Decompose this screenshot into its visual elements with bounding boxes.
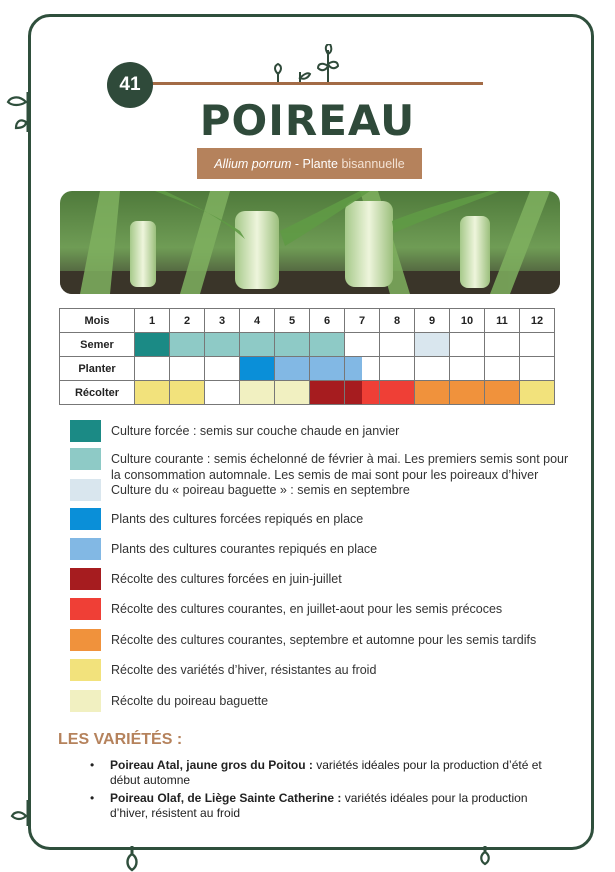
sprout-bottom-right-icon (476, 846, 494, 866)
legend-text: Récolte du poireau baguette (111, 694, 269, 708)
legend-item (70, 568, 571, 590)
calendar-cell (415, 357, 450, 381)
calendar-cell (345, 357, 380, 381)
page-title: POIREAU (199, 96, 416, 145)
calendar-cell (450, 357, 485, 381)
calendar-cell-half (345, 357, 362, 380)
legend-swatch (70, 508, 101, 530)
legend-text: Culture courante : semis échelonné de février à mai. Les premiers semis sont pour la consommation automnale. Les semis de mai sont pour les poireaux d’hiver (111, 452, 569, 482)
calendar-cell (450, 333, 485, 357)
variety-desc: variétés idéales pour la production d’été et début automne (110, 758, 542, 787)
calendar-cell (415, 333, 450, 357)
month-header: 3 (205, 309, 240, 333)
calendar-cell (205, 381, 240, 405)
variety-item (90, 791, 560, 821)
calendar-cell (380, 333, 415, 357)
variety-name: Poireau Olaf, de Liège Sainte Catherine : (110, 791, 342, 805)
month-header: 5 (275, 309, 310, 333)
legend-item (70, 420, 571, 442)
calendar-cell-half (362, 381, 379, 404)
leek-photo (60, 191, 560, 294)
legend-item (70, 629, 571, 651)
calendar-cell-half (345, 381, 362, 404)
calendar-cell (205, 357, 240, 381)
variety-desc: variétés idéales pour la production d’hiver, résistent au froid (110, 791, 528, 820)
varieties-title: LES VARIÉTÉS : (58, 731, 183, 748)
calendar-cell (380, 381, 415, 405)
calendar-cell (380, 357, 415, 381)
legend-text: Récolte des cultures forcées en juin-juillet (111, 572, 342, 586)
calendar-cell (485, 357, 520, 381)
calendar-row (60, 381, 555, 405)
planting-calendar (59, 308, 555, 405)
month-header: 1 (135, 309, 170, 333)
calendar-cell (485, 381, 520, 405)
species-subtitle (197, 148, 422, 179)
latin-name: Allium porrum (214, 156, 292, 171)
bullet: • (90, 791, 95, 805)
calendar-cell (275, 357, 310, 381)
sprouts-top-icon (270, 44, 350, 86)
calendar-row-label: Planter (60, 357, 135, 381)
legend-text: Culture forcée : semis sur couche chaude en janvier (111, 424, 400, 438)
legend-text: Récolte des variétés d’hiver, résistantes au froid (111, 663, 377, 677)
calendar-header-row (60, 309, 555, 333)
subtitle-separator: - (291, 156, 303, 171)
legend-item (70, 508, 571, 530)
calendar-cell (485, 333, 520, 357)
plant-type: bisannuelle (337, 156, 405, 171)
legend-item (70, 690, 571, 712)
calendar-row-label: Semer (60, 333, 135, 357)
calendar-cell (415, 381, 450, 405)
page-number-badge: 41 (107, 62, 153, 108)
legend-swatch (70, 659, 101, 681)
calendar-cell (310, 381, 345, 405)
calendar-cell (345, 333, 380, 357)
calendar-row (60, 357, 555, 381)
legend-text: Récolte des cultures courantes, en juillet-aout pour les semis précoces (111, 602, 503, 616)
header-rule (148, 82, 483, 85)
month-header: 11 (485, 309, 520, 333)
month-header: 12 (520, 309, 555, 333)
month-header: 10 (450, 309, 485, 333)
legend-swatch (70, 598, 101, 620)
month-header: 6 (310, 309, 345, 333)
legend-text: Récolte des cultures courantes, septembre et automne pour les semis tardifs (111, 633, 537, 647)
calendar-cell (345, 381, 380, 405)
calendar-cell (135, 333, 170, 357)
legend-swatch (70, 538, 101, 560)
legend-swatch (70, 448, 101, 470)
variety-name: Poireau Atal, jaune gros du Poitou : (110, 758, 313, 772)
legend-item (70, 538, 571, 560)
calendar-cell (520, 381, 555, 405)
calendar-row (60, 333, 555, 357)
legend-swatch (70, 420, 101, 442)
month-header-label: Mois (60, 309, 135, 333)
legend-item (70, 479, 571, 501)
calendar-row-label: Récolter (60, 381, 135, 405)
legend-item (70, 598, 571, 620)
calendar-cell (275, 381, 310, 405)
calendar-cell (205, 333, 240, 357)
month-header: 7 (345, 309, 380, 333)
calendar-cell (275, 333, 310, 357)
calendar-cell (310, 357, 345, 381)
plant-word: Plante (302, 156, 338, 171)
month-header: 2 (170, 309, 205, 333)
bullet: • (90, 758, 95, 772)
legend-text: Culture du « poireau baguette » : semis en septembre (111, 483, 410, 497)
month-header: 4 (240, 309, 275, 333)
legend-swatch (70, 629, 101, 651)
legend-item (70, 448, 571, 483)
legend-swatch (70, 479, 101, 501)
calendar-cell (135, 381, 170, 405)
sprout-bottom-left-icon (122, 846, 142, 872)
legend-swatch (70, 568, 101, 590)
calendar-cell (170, 357, 205, 381)
calendar-cell (170, 333, 205, 357)
calendar-cell (240, 357, 275, 381)
legend-swatch (70, 690, 101, 712)
legend-text: Plants des cultures courantes repiqués en place (111, 542, 378, 556)
sprout-left-bottom-icon (6, 800, 32, 826)
calendar-cell (135, 357, 170, 381)
month-header: 8 (380, 309, 415, 333)
month-header: 9 (415, 309, 450, 333)
calendar-cell (240, 381, 275, 405)
varieties-list (90, 758, 560, 824)
calendar-cell (450, 381, 485, 405)
calendar-cell (310, 333, 345, 357)
calendar-cell (170, 381, 205, 405)
calendar-cell (520, 357, 555, 381)
calendar-cell (240, 333, 275, 357)
variety-item (90, 758, 560, 788)
calendar-cell (520, 333, 555, 357)
calendar-cell-half (362, 357, 379, 380)
legend-item (70, 659, 571, 681)
legend-text: Plants des cultures forcées repiqués en place (111, 512, 364, 526)
